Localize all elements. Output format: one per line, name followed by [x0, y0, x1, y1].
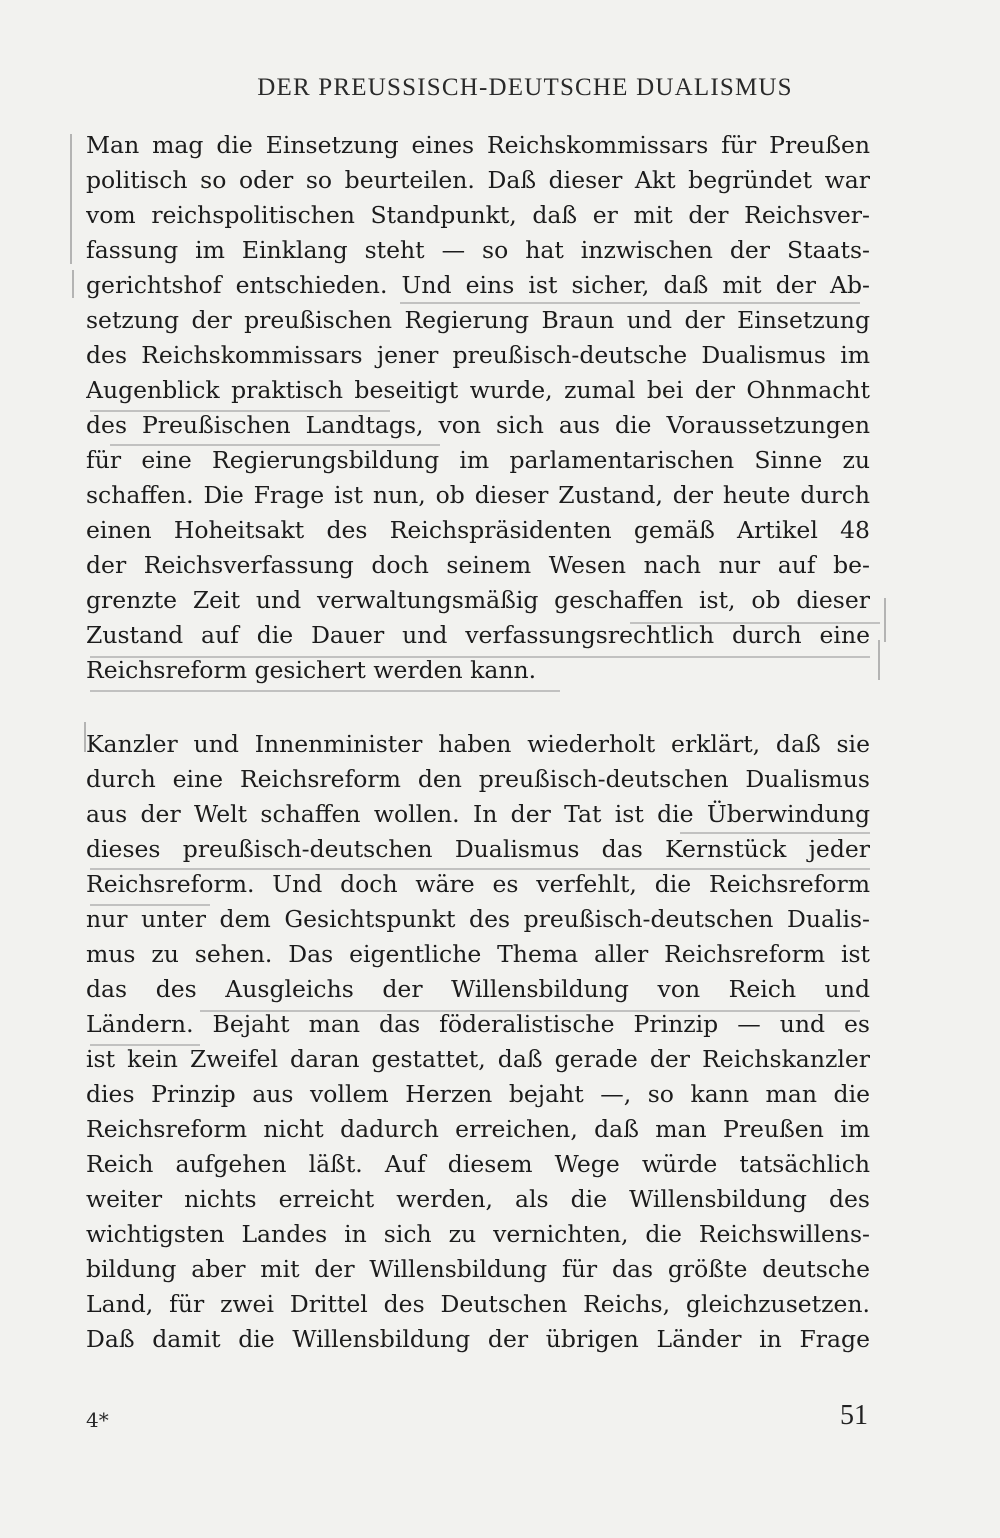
signature-mark: 4* — [86, 1408, 109, 1432]
text-line: fassung im Einklang steht — so hat inzwischen der Staats- — [86, 236, 870, 264]
pencil-margin-mark — [70, 134, 72, 264]
text-line: Augenblick praktisch beseitigt wurde, zumal bei der Ohnmacht — [86, 376, 870, 404]
text-line: des Reichskommissars jener preußisch-deutsche Dualismus im — [86, 341, 870, 369]
text-line: Man mag die Einsetzung eines Reichskommissars für Preußen — [86, 131, 870, 159]
text-line: durch eine Reichsreform den preußisch-deutschen Dualismus — [86, 765, 870, 793]
text-line: grenzte Zeit und verwaltungsmäßig geschaffen ist, ob dieser — [86, 586, 870, 614]
text-line: Reichsreform nicht dadurch erreichen, daß man Preußen im — [86, 1115, 870, 1143]
text-line: für eine Regierungsbildung im parlamentarischen Sinne zu — [86, 446, 870, 474]
text-line: das des Ausgleichs der Willensbildung von Reich und — [86, 975, 870, 1003]
text-line: ist kein Zweifel daran gestattet, daß gerade der Reichskanzler — [86, 1045, 870, 1073]
text-line: setzung der preußischen Regierung Braun und der Einsetzung — [86, 306, 870, 334]
text-line: mus zu sehen. Das eigentliche Thema aller Reichsreform ist — [86, 940, 870, 968]
text-line: nur unter dem Gesichtspunkt des preußisch-deutschen Dualis- — [86, 905, 870, 933]
text-line: Reichsreform. Und doch wäre es verfehlt, die Reichsreform — [86, 870, 870, 898]
text-line: politisch so oder so beurteilen. Daß dieser Akt begründet war — [86, 166, 870, 194]
pencil-underline — [90, 690, 560, 692]
text-line: Land, für zwei Drittel des Deutschen Reichs, gleichzusetzen. — [86, 1290, 870, 1318]
text-line: weiter nichts erreicht werden, als die Willensbildung des — [86, 1185, 870, 1213]
text-line: Ländern. Bejaht man das föderalistische Prinzip — und es — [86, 1010, 870, 1038]
page-number: 51 — [840, 1400, 868, 1431]
running-head: DER PREUSSISCH-DEUTSCHE DUALISMUS — [257, 74, 793, 101]
text-line: bildung aber mit der Willensbildung für das größte deutsche — [86, 1255, 870, 1283]
pencil-margin-mark — [878, 640, 880, 680]
paragraph — [86, 727, 870, 1357]
text-line: Reich aufgehen läßt. Auf diesem Wege würde tatsächlich — [86, 1150, 870, 1178]
text-line: schaffen. Die Frage ist nun, ob dieser Zustand, der heute durch — [86, 481, 870, 509]
text-line: dieses preußisch-deutschen Dualismus das Kernstück jeder — [86, 835, 870, 863]
pencil-margin-mark — [884, 598, 886, 642]
text-line: einen Hoheitsakt des Reichspräsidenten gemäß Artikel 48 — [86, 516, 870, 544]
text-line: Zustand auf die Dauer und verfassungsrechtlich durch eine — [86, 621, 870, 649]
text-line: dies Prinzip aus vollem Herzen bejaht —, so kann man die — [86, 1080, 870, 1108]
text-line: der Reichsverfassung doch seinem Wesen nach nur auf be- — [86, 551, 870, 579]
text-line: des Preußischen Landtags, von sich aus die Voraussetzungen — [86, 411, 870, 439]
pencil-margin-mark — [72, 270, 74, 298]
paragraph — [86, 128, 870, 688]
text-line: vom reichspolitischen Standpunkt, daß er mit der Reichsver- — [86, 201, 870, 229]
text-line: gerichtshof entschieden. Und eins ist sicher, daß mit der Ab- — [86, 271, 870, 299]
text-line: wichtigsten Landes in sich zu vernichten, die Reichswillens- — [86, 1220, 870, 1248]
text-line: Daß damit die Willensbildung der übrigen Länder in Frage — [86, 1325, 870, 1353]
text-line: aus der Welt schaffen wollen. In der Tat ist die Überwindung — [86, 800, 870, 828]
text-line: Kanzler und Innenminister haben wiederholt erklärt, daß sie — [86, 730, 870, 758]
text-line: Reichsreform gesichert werden kann. — [86, 656, 537, 684]
